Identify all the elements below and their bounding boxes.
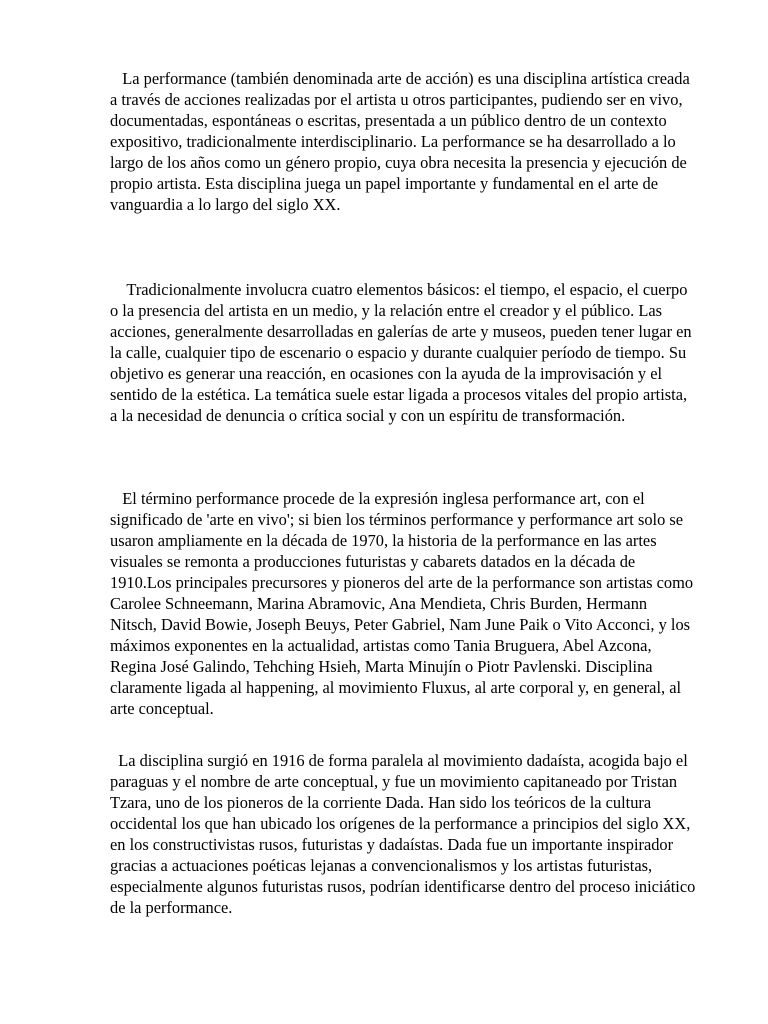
paragraph-definition: La performance (también denominada arte de acción) es una disciplina artística creada a través de acciones realizadas por el artista u otros participantes, pudiendo ser en vivo, documentadas, espontáneas o escritas, presentada a un público dentro de un contexto expositivo, tradicionalmente interdisciplinario. La performance se ha desarrollado a lo largo de los años como un género propio, cuya obra necesita la presencia y ejecución de propio artista. Esta disciplina juega un papel importante y fundamental en el arte de vanguardia a lo largo del siglo XX. xyxy=(110,69,694,214)
paragraph-history-dada: La disciplina surgió en 1916 de forma paralela al movimiento dadaísta, acogida bajo el paraguas y el nombre de arte conceptual, y fue un movimiento capitaneado por Tristan Tzara, uno de los pioneros de la corriente Dada. Han sido los teóricos de la cultura occidental los que han ubicado los orígenes de la performance a principios del siglo XX, en los constructivistas rusos, futuristas y dadaístas. Dada fue un importante inspirador gracias a actuaciones poéticas lejanas a convencionalismos y los artistas futuristas, especialmente algunos futuristas rusos, podrían identificarse dentro del proceso iniciático de la performance. xyxy=(110,751,700,917)
paragraph-term-origin: El término performance procede de la expresión inglesa performance art, con el significado de 'arte en vivo'; si bien los términos performance y performance art solo se usaron ampliamente en la década de 1970, la historia de la performance en las artes visuales se remonta a producciones futuristas y cabarets datados en la década de 1910.Los principales precursores y pioneros del arte de la performance son artistas como Carolee Schneemann, Marina Abramovic, Ana Mendieta, Chris Burden, Hermann Nitsch, David Bowie, Joseph Beuys, Peter Gabriel, Nam June Paik o Vito Acconci, y los máximos exponentes en la actualidad, artistas como Tania Bruguera, Abel Azcona, Regina José Galindo, Tehching Hsieh, Marta Minujín o Piotr Pavlenski. Disciplina claramente ligada al happening, al movimiento Fluxus, al arte corporal y, en general, al arte conceptual. xyxy=(110,489,698,718)
paragraph-basic-elements: Tradicionalmente involucra cuatro elementos básicos: el tiempo, el espacio, el cuerpo o la presencia del artista en un medio, y la relación entre el creador y el público. Las acciones, generalmente desarrolladas en galerías de arte y museos, pueden tener lugar en la calle, cualquier tipo de escenario o espacio y durante cualquier período de tiempo. Su objetivo es generar una reacción, en ocasiones con la ayuda de la improvisación y el sentido de la estética. La temática suele estar ligada a procesos vitales del propio artista, a la necesidad de denuncia o crítica social y con un espíritu de transformación. xyxy=(110,280,696,425)
